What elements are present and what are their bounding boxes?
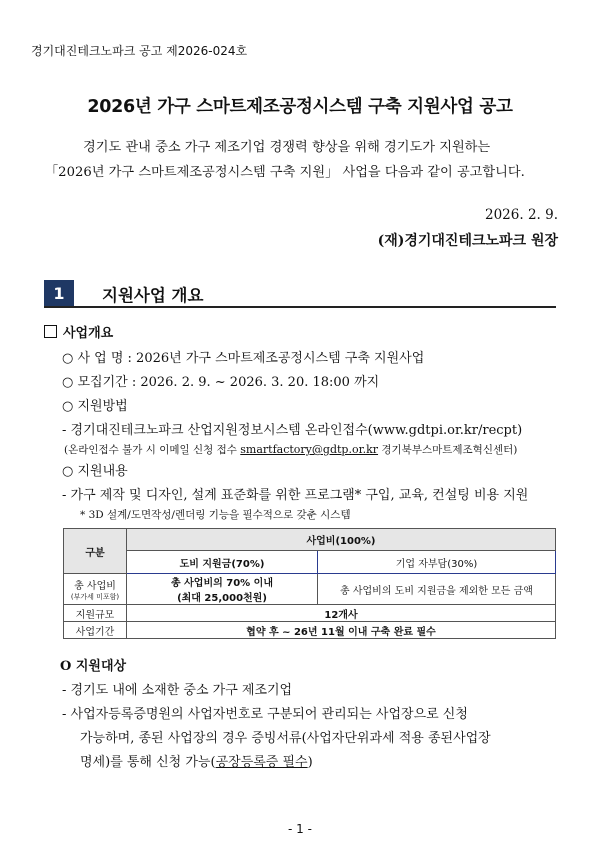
row-total-budget-selfpay: 총 사업비의 도비 지원금을 제외한 모든 금액 (318, 574, 556, 605)
notice-date: 2026. 2. 9. (485, 207, 558, 223)
row-total-budget-provincial (127, 574, 318, 605)
row-period-label: 사업기간 (64, 622, 127, 639)
target-line-4 (80, 751, 313, 770)
overview-heading-text: 사업개요 (63, 326, 114, 341)
intro-paragraph (45, 135, 560, 185)
notice-number: 경기대진테크노파크 공고 제2026-024호 (31, 44, 248, 58)
target-line-2: - 사업자등록증명원의 사업자번호로 구분되어 관리되는 사업장으로 신청 (62, 707, 468, 722)
target-line-3: 가능하며, 종된 사업장의 경우 증빙서류(사업자단위과세 적용 종된사업장 (80, 731, 491, 746)
provincial-max-text: (최대 25,000천원) (177, 593, 267, 604)
page-number: - 1 - (288, 822, 312, 836)
content-line: - 가구 제작 및 디자인, 설계 표준화를 위한 프로그램* 구입, 교육, 컨설팅 비용 지원 (62, 488, 529, 503)
row-scale-value: 12개사 (127, 605, 556, 622)
recruit-period-line: ○ 모집기간 : 2026. 2. 9. ~ 2026. 3. 20. 18:00 까지 (62, 375, 380, 390)
vat-excluded-note: (부가세 미포함) (70, 592, 120, 601)
email-link[interactable]: smartfactory@gdtp.or.kr (240, 443, 379, 456)
support-budget-table (63, 528, 556, 639)
target-line-4-prefix: 명세)를 통해 신청 가능( (80, 755, 216, 770)
factory-registration-required: 공장등록증 필수 (215, 755, 308, 770)
method-email-prefix: (온라인접수 불가 시 이메일 신청 접수 (64, 444, 241, 456)
row-scale-label: 지원규모 (64, 605, 127, 622)
section-divider (44, 306, 556, 308)
header-self-payment: 기업 자부담(30%) (318, 551, 556, 574)
row-period-value: 협약 후 ~ 26년 11월 이내 구축 완료 필수 (127, 622, 556, 639)
row-total-budget-label (64, 574, 127, 605)
method-online-line: - 경기대진테크노파크 산업지원정보시스템 온라인접수(www.gdtpi.or.kr/recpt) (62, 423, 523, 438)
page-title: 2026년 가구 스마트제조공정시스템 구축 지원사업 공고 (87, 97, 513, 117)
project-name-line: ○ 사 업 명 : 2026년 가구 스마트제조공정시스템 구축 지원사업 (62, 351, 425, 366)
content-heading: ○ 지원내용 (62, 464, 128, 479)
total-budget-label: 총 사업비 (74, 580, 116, 592)
intro-line-2: 「2026년 가구 스마트제조공정시스템 구축 지원」 사업을 다음과 같이 공고합니다. (45, 165, 525, 180)
overview-heading (44, 322, 113, 341)
method-email-suffix: 경기북부스마트제조혁신센터) (378, 444, 518, 456)
method-heading: ○ 지원방법 (62, 399, 128, 414)
issuing-organization: (재)경기대진테크노파크 원장 (377, 233, 558, 249)
section-title: 지원사업 개요 (102, 286, 204, 305)
section-number-badge: 1 (44, 280, 74, 308)
header-category: 구분 (64, 529, 127, 574)
target-heading: O 지원대상 (60, 659, 127, 674)
target-line-1: - 경기도 내에 소재한 중소 가구 제조기업 (62, 683, 293, 698)
target-line-4-suffix: ) (307, 755, 313, 770)
square-bullet-icon (44, 325, 57, 338)
intro-line-1: 경기도 관내 중소 가구 제조기업 경쟁력 향상을 위해 경기도가 지원하는 (83, 140, 491, 155)
method-email-line (64, 442, 517, 457)
provincial-limit-text: 총 사업비의 70% 이내 (171, 578, 273, 589)
header-budget: 사업비(100%) (127, 529, 556, 551)
content-note: * 3D 설계/도면작성/렌더링 기능을 필수적으로 갖춘 시스템 (80, 509, 351, 521)
header-provincial-subsidy: 도비 지원금(70%) (127, 551, 318, 574)
